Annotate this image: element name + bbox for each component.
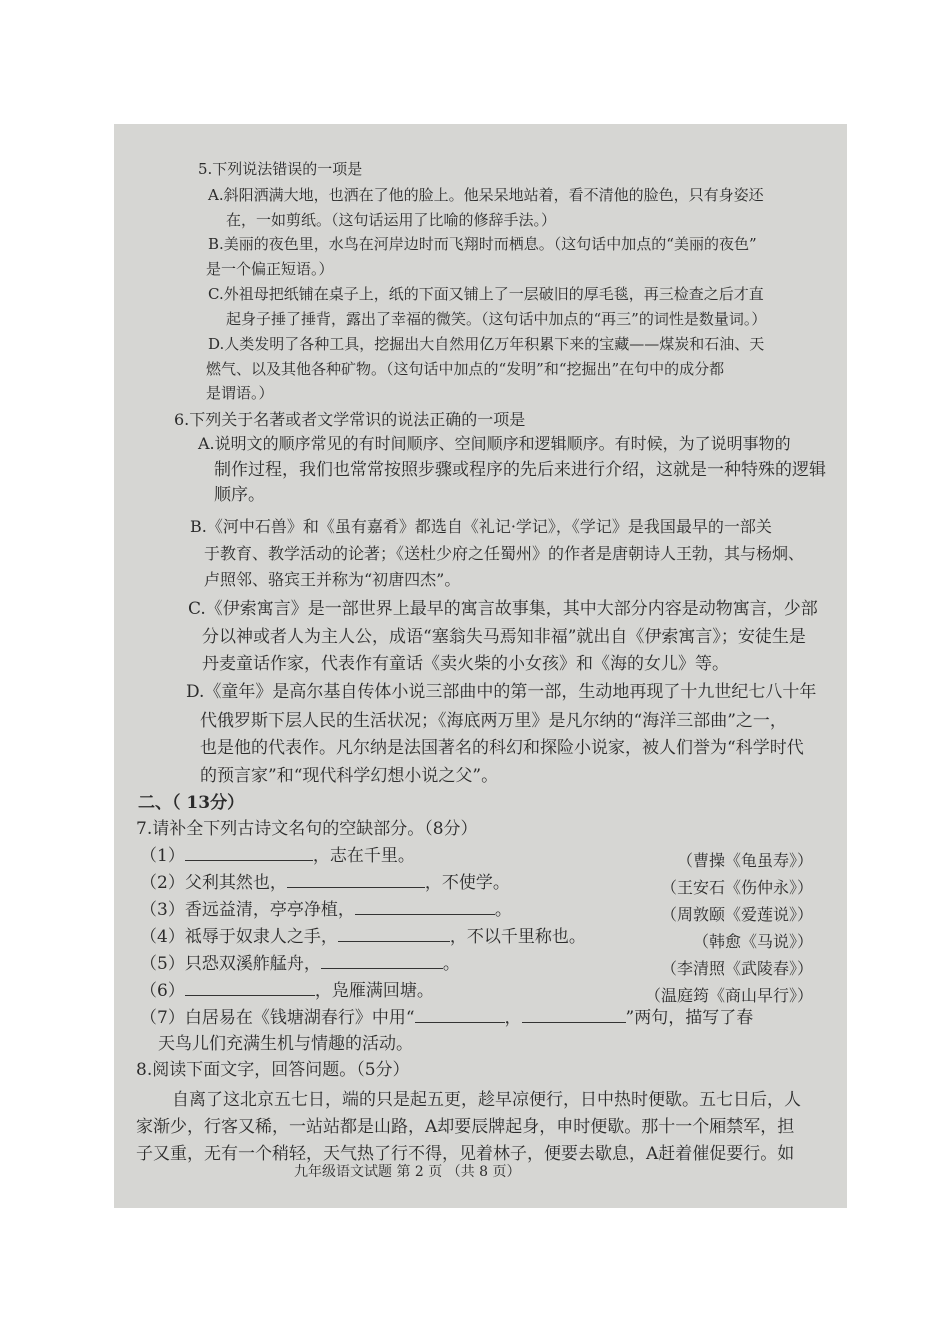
q7-item-3: （3）香远益清，亭亭净植， 。	[140, 900, 512, 920]
q5-option-d-line2: 燃气、以及其他各种矿物。（这句话中加点的“发明”和“挖掘出”在句中的成分都	[206, 360, 725, 378]
q7-item-3-source: （周敦颐《爱莲说》）	[660, 905, 813, 924]
q5-option-a-line1: A.斜阳洒满大地，也洒在了他的脸上。他呆呆地站着，看不清他的脸色，只有身姿还	[208, 186, 764, 204]
q7-item-1-source: （曹操《龟虽寿》）	[676, 851, 813, 870]
q8-stem: 8.阅读下面文字，回答问题。（5分）	[136, 1060, 410, 1080]
q8-passage-line1: 自离了这北京五七日，端的只是起五更，趁早凉便行，日中热时便歇。五七日后，人	[172, 1090, 801, 1110]
q7-item-2-source: （王安石《伤仲永》）	[660, 878, 813, 897]
q6-option-a-line3: 顺序。	[214, 485, 265, 505]
answer-blank[interactable]	[287, 875, 425, 888]
q6-option-d-line3: 也是他的代表作。凡尔纳是法国著名的科幻和探险小说家，被人们誉为“科学时代	[200, 738, 804, 758]
q7-item-6: （6） ，凫雁满回塘。	[140, 981, 434, 1001]
q5-option-b-line1: B.美丽的夜色里，水鸟在河岸边时而飞翔时而栖息。（这句话中加点的“美丽的夜色”	[208, 235, 757, 253]
exam-page	[114, 124, 847, 1208]
q6-option-b-line1: B.《河中石兽》和《虽有嘉肴》都选自《礼记·学记》，《学记》是我国最早的一部关	[190, 517, 772, 536]
q7-item-5: （5）只恐双溪舴艋舟， 。	[140, 954, 460, 974]
q6-option-d-line4: 的预言家”和“现代科学幻想小说之父”。	[200, 766, 499, 786]
q6-option-c-line3: 丹麦童话作家，代表作有童话《卖火柴的小女孩》和《海的女儿》等。	[202, 654, 729, 674]
q7-item-2: （2）父利其然也， ，不使学。	[140, 873, 510, 893]
q7-item-7: （7）白居易在《钱塘湖春行》中用“ ， ”两句，描写了春	[140, 1008, 754, 1028]
q6-option-c-line1: C.《伊索寓言》是一部世界上最早的寓言故事集，其中大部分内容是动物寓言，少部	[188, 599, 818, 619]
answer-blank[interactable]	[185, 983, 315, 996]
q5-option-b-line2: 是一个偏正短语。）	[206, 260, 334, 278]
q6-option-a-line1: A.说明文的顺序常见的有时间顺序、空间顺序和逻辑顺序。有时候，为了说明事物的	[198, 434, 791, 453]
q5-option-c-line1: C.外祖母把纸铺在桌子上，纸的下面又铺上了一层破旧的厚毛毯，再三检查之后才直	[208, 285, 764, 303]
q5-stem: 5.下列说法错误的一项是	[198, 160, 363, 178]
q8-passage-line3: 子又重，无有一个稍轻，天气热了行不得，见着林子，便要去歇息，A赶着催促要行。如	[136, 1144, 795, 1164]
q7-item-4: （4）祗辱于奴隶人之手， ，不以千里称也。	[140, 927, 586, 947]
q7-item-4-source: （韩愈《马说》）	[692, 932, 813, 951]
q7-item-5-source: （李清照《武陵春》）	[660, 959, 813, 978]
answer-blank[interactable]	[415, 1010, 505, 1023]
answer-blank[interactable]	[321, 956, 443, 969]
q5-option-c-line2: 起身子捶了捶背，露出了幸福的微笑。（这句话中加点的“再三”的词性是数量词。）	[226, 310, 767, 328]
q5-option-d-line1: D.人类发明了各种工具，挖掘出大自然用亿万年积累下来的宝藏——煤炭和石油、天	[208, 335, 765, 353]
q6-option-a-line2: 制作过程，我们也常常按照步骤或程序的先后来进行介绍，这就是一种特殊的逻辑	[214, 460, 826, 480]
q6-stem: 6.下列关于名著或者文学常识的说法正确的一项是	[174, 410, 526, 429]
q6-option-d-line2: 代俄罗斯下层人民的生活状况；《海底两万里》是凡尔纳的“海洋三部曲”之一，	[200, 711, 787, 731]
q8-passage-line2: 家渐少，行客又稀，一站站都是山路，A却要辰牌起身，申时便歇。那十一个厢禁军，担	[136, 1117, 795, 1137]
q6-option-b-line2: 于教育、教学活动的论著；《送杜少府之任蜀州》的作者是唐朝诗人王勃，其与杨炯、	[204, 544, 805, 563]
q7-item-6-source: （温庭筠《商山早行》）	[644, 986, 813, 1005]
q7-item-7-line2: 天鸟儿们充满生机与情趣的活动。	[158, 1034, 413, 1054]
q6-option-c-line2: 分以神或者人为主人公，成语“塞翁失马焉知非福”就出自《伊索寓言》；安徒生是	[202, 627, 806, 647]
q5-option-a-line2: 在，一如剪纸。（这句话运用了比喻的修辞手法。）	[226, 211, 557, 229]
answer-blank[interactable]	[522, 1010, 626, 1023]
q6-option-d-line1: D.《童年》是高尔基自传体小说三部曲中的第一部，生动地再现了十九世纪七八十年	[186, 682, 817, 702]
q7-stem: 7.请补全下列古诗文名句的空缺部分。（8分）	[136, 819, 478, 839]
page-footer: 九年级语文试题 第 2 页 （共 8 页）	[294, 1164, 521, 1180]
q7-item-1: （1） ，志在千里。	[140, 846, 415, 866]
answer-blank[interactable]	[338, 929, 450, 942]
answer-blank[interactable]	[355, 902, 495, 915]
q5-option-d-line3: 是谓语。）	[206, 384, 274, 402]
answer-blank[interactable]	[185, 848, 313, 861]
section-two-heading: 二、（ 13分）	[138, 793, 245, 813]
q6-option-b-line3: 卢照邻、骆宾王并称为“初唐四杰”。	[204, 570, 461, 589]
